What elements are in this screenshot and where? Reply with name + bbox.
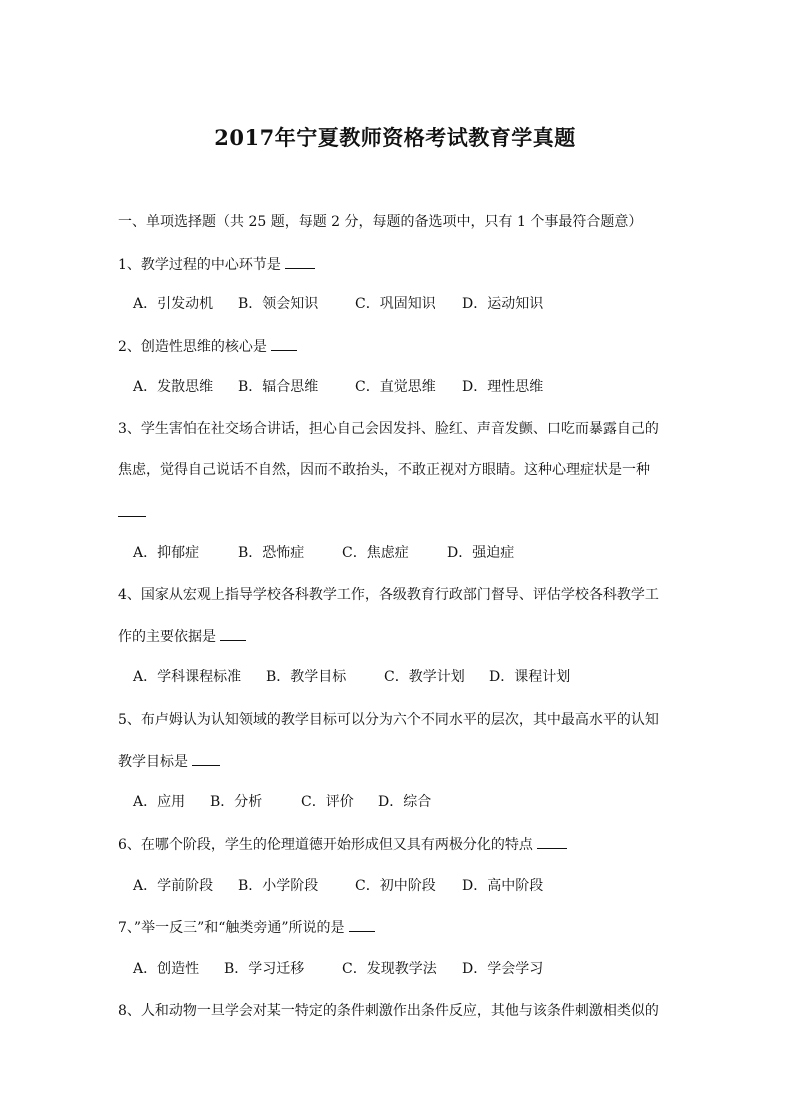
- answer-blank: [349, 917, 375, 932]
- option-b: B．辐合思维: [238, 379, 319, 395]
- question-5-stem-line-1: 5、布卢姆认为认知领域的教学目标可以分为六个不同水平的层次，其中最高水平的认知: [118, 712, 659, 728]
- option-a: A．学科课程标准: [133, 669, 242, 685]
- option-a: A．应用: [133, 794, 186, 810]
- answer-blank: [285, 254, 315, 269]
- option-b: B．教学目标: [266, 669, 347, 685]
- option-b: B．分析: [210, 794, 263, 810]
- answer-blank: [271, 336, 297, 351]
- question-2-stem: [118, 336, 678, 357]
- option-c: C．评价: [301, 794, 354, 810]
- question-text: 作的主要依据是: [118, 629, 216, 645]
- question-text: 2、创造性思维的核心是: [118, 339, 267, 355]
- option-b: B．小学阶段: [238, 878, 319, 894]
- option-d: D．学会学习: [462, 961, 544, 977]
- question-3-blank-line: [118, 502, 678, 523]
- option-c: C．教学计划: [384, 669, 465, 685]
- document-title: 2017年宁夏教师资格考试教育学真题: [214, 125, 576, 150]
- question-3-stem-line-1: 3、学生害怕在社交场合讲话，担心自己会因发抖、脸红、声音发颤、口吃而暴露自己的: [118, 421, 659, 437]
- option-b: B．学习迁移: [224, 961, 305, 977]
- option-d: D．课程计划: [489, 669, 571, 685]
- option-a: A．引发动机: [133, 296, 214, 312]
- section-heading: 一、单项选择题（共 25 题，每题 2 分，每题的备选项中，只有 1 个事最符合题意）: [118, 214, 643, 230]
- question-1-stem: [118, 254, 678, 275]
- question-text: 7、”举一反三”和“触类旁通”所说的是: [118, 920, 345, 936]
- option-a: A．抑郁症: [133, 545, 200, 561]
- option-c: C．发现教学法: [342, 961, 437, 977]
- option-c: C．巩固知识: [355, 296, 436, 312]
- question-5-stem-line-2: [118, 751, 678, 772]
- option-a: A．发散思维: [133, 379, 214, 395]
- answer-blank: [192, 751, 220, 766]
- question-3-stem-line-2: 焦虑，觉得自己说话不自然，因而不敢抬头，不敢正视对方眼睛。这种心理症状是一种: [118, 462, 650, 478]
- question-4-stem-line-2: [118, 626, 678, 647]
- option-b: B．恐怖症: [238, 545, 305, 561]
- question-4-stem-line-1: 4、国家从宏观上指导学校各科教学工作，各级教育行政部门督导、评估学校各科教学工: [118, 587, 659, 603]
- option-a: A．学前阶段: [133, 878, 214, 894]
- question-text: 教学目标是: [118, 754, 188, 770]
- option-d: D．理性思维: [462, 379, 544, 395]
- question-6-stem: [118, 834, 678, 855]
- option-c: C．直觉思维: [355, 379, 436, 395]
- question-8-stem-line-1: 8、人和动物一旦学会对某一特定的条件刺激作出条件反应，其他与该条件刺激相类似的: [118, 1003, 659, 1019]
- option-b: B．领会知识: [238, 296, 319, 312]
- answer-blank: [537, 834, 567, 849]
- answer-blank: [118, 502, 146, 517]
- question-7-stem: [118, 917, 678, 938]
- option-c: C．初中阶段: [355, 878, 436, 894]
- question-text: 1、教学过程的中心环节是: [118, 257, 281, 273]
- option-d: D．运动知识: [462, 296, 544, 312]
- question-text: 6、在哪个阶段，学生的伦理道德开始形成但又具有两极分化的特点: [118, 837, 533, 853]
- option-d: D．综合: [378, 794, 432, 810]
- option-c: C．焦虑症: [342, 545, 409, 561]
- answer-blank: [220, 626, 246, 641]
- option-d: D．高中阶段: [462, 878, 544, 894]
- option-a: A．创造性: [133, 961, 200, 977]
- option-d: D．强迫症: [447, 545, 515, 561]
